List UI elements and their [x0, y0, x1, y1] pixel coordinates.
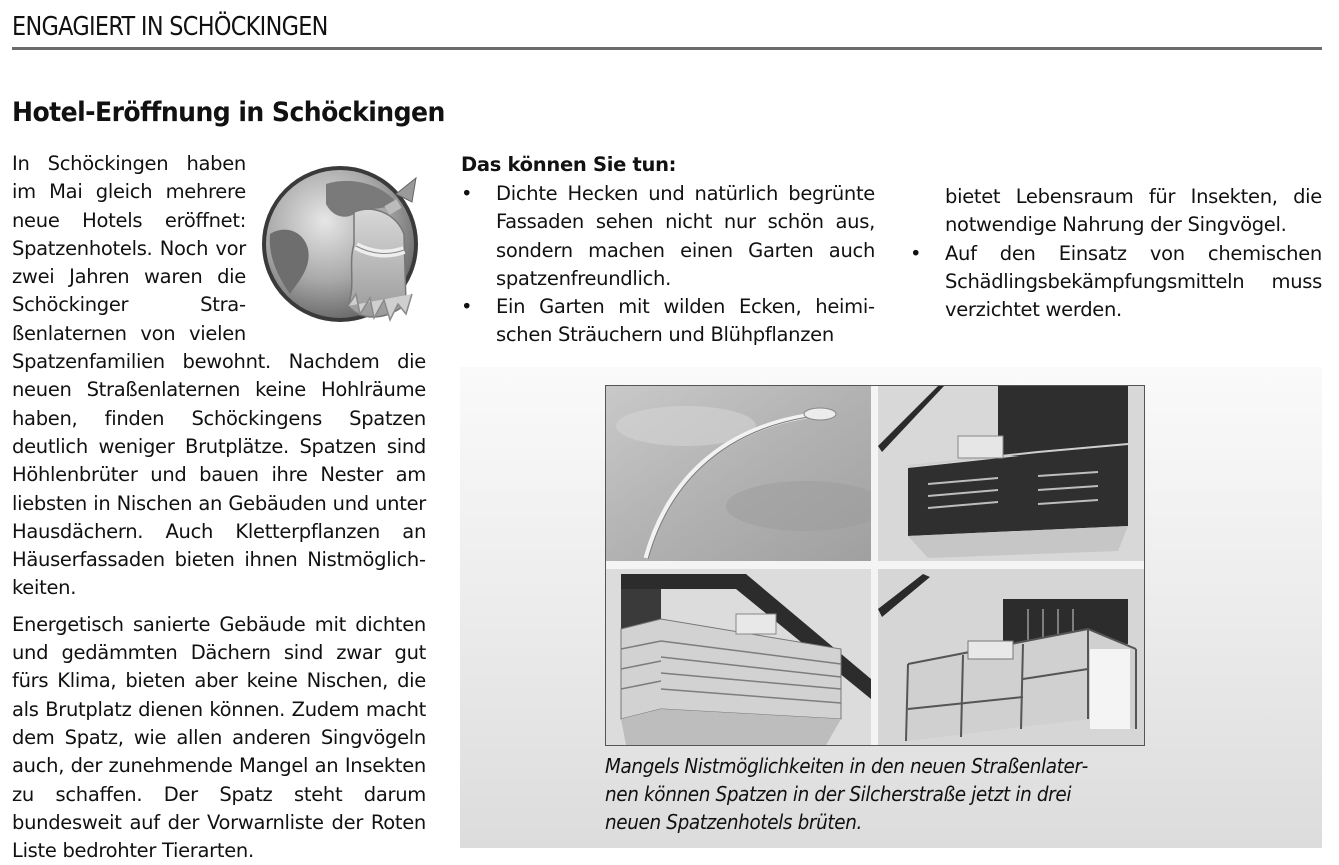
tips-list	[461, 180, 875, 350]
tips-column-continued	[910, 183, 1322, 324]
street-lamp-photo	[606, 386, 871, 561]
light-balcony-photo	[606, 569, 871, 745]
tip-item-continued: bietet Lebensraum für Insekten, die notwendige Nahrung der Singvögel.	[945, 185, 1322, 237]
article-paragraph-1: In Schöckingen haben im Mai gleich mehrere neue Hotels eröffnet: Spatzenhotels. Noch vor zwei Jahren waren die Schöckinger Straßenlaternen von vielen Spatzenfamilien bewohnt. Nachdem die neuen Straßenlaternen keine Hohlräume haben, finden Schöckingens Spatzen deutlich weniger Brutplätze. Spatzen sind Höhlenbrüter und bauen ihre Nester am liebsten in Nischen an Gebäuden und unter Hausdächern. Auch Kletterpflanzen an Häuserfassaden bieten ihnen Nistmöglichkeiten.	[12, 150, 426, 603]
bullet-icon: •	[461, 295, 473, 319]
tip-item: • Auf den Einsatz von chemischen Schädlingsbekämpfungsmitteln muss verzichtet werden.	[910, 241, 1322, 322]
article-column-left	[12, 150, 426, 865]
article-paragraph-2: Energetisch sanierte Gebäude mit dichten und gedämmten Dächern sind zwar gut fürs Klima, bieten aber keine Nischen, die als Brutplatz dienen können. Zudem macht dem Spatz, wie allen anderen Singvögeln auch, der zunehmende Mangel an Insekten zu schaffen. Der Spatz steht darum bundesweit auf der Vorwarnliste der Roten Liste bedrohter Tierarten.	[12, 612, 426, 863]
tips-list-continued	[910, 240, 1322, 325]
section-divider	[12, 47, 1322, 50]
tip-item: • Ein Garten mit wilden Ecken, heimischen Sträuchern und Blühpflanzen	[461, 295, 875, 347]
globe-broom-icon	[256, 154, 432, 330]
photo-grid	[605, 385, 1145, 746]
tips-column	[461, 150, 875, 350]
figure-caption: Mangels Nistmöglichkeiten in den neuen Straßenlaternen können Spatzen in der Silcherstraße jetzt in drei neuen Spatzenhotels brüten.	[605, 754, 1089, 834]
dark-balcony-photo	[878, 386, 1144, 561]
tips-heading: Das können Sie tun:	[461, 153, 677, 176]
figure-panel	[460, 367, 1322, 848]
article-title: Hotel-Eröffnung in Schöckingen	[12, 97, 445, 128]
bullet-icon: •	[910, 241, 922, 265]
tip-item: • Dichte Hecken und natürlich begrünte Fassaden sehen nicht nur schön aus, sondern machen einen Garten auch spatzenfreundlich.	[461, 182, 875, 290]
bullet-icon: •	[461, 182, 473, 205]
railing-balcony-photo	[878, 569, 1144, 745]
section-header: ENGAGIERT IN SCHÖCKINGEN	[12, 12, 328, 42]
